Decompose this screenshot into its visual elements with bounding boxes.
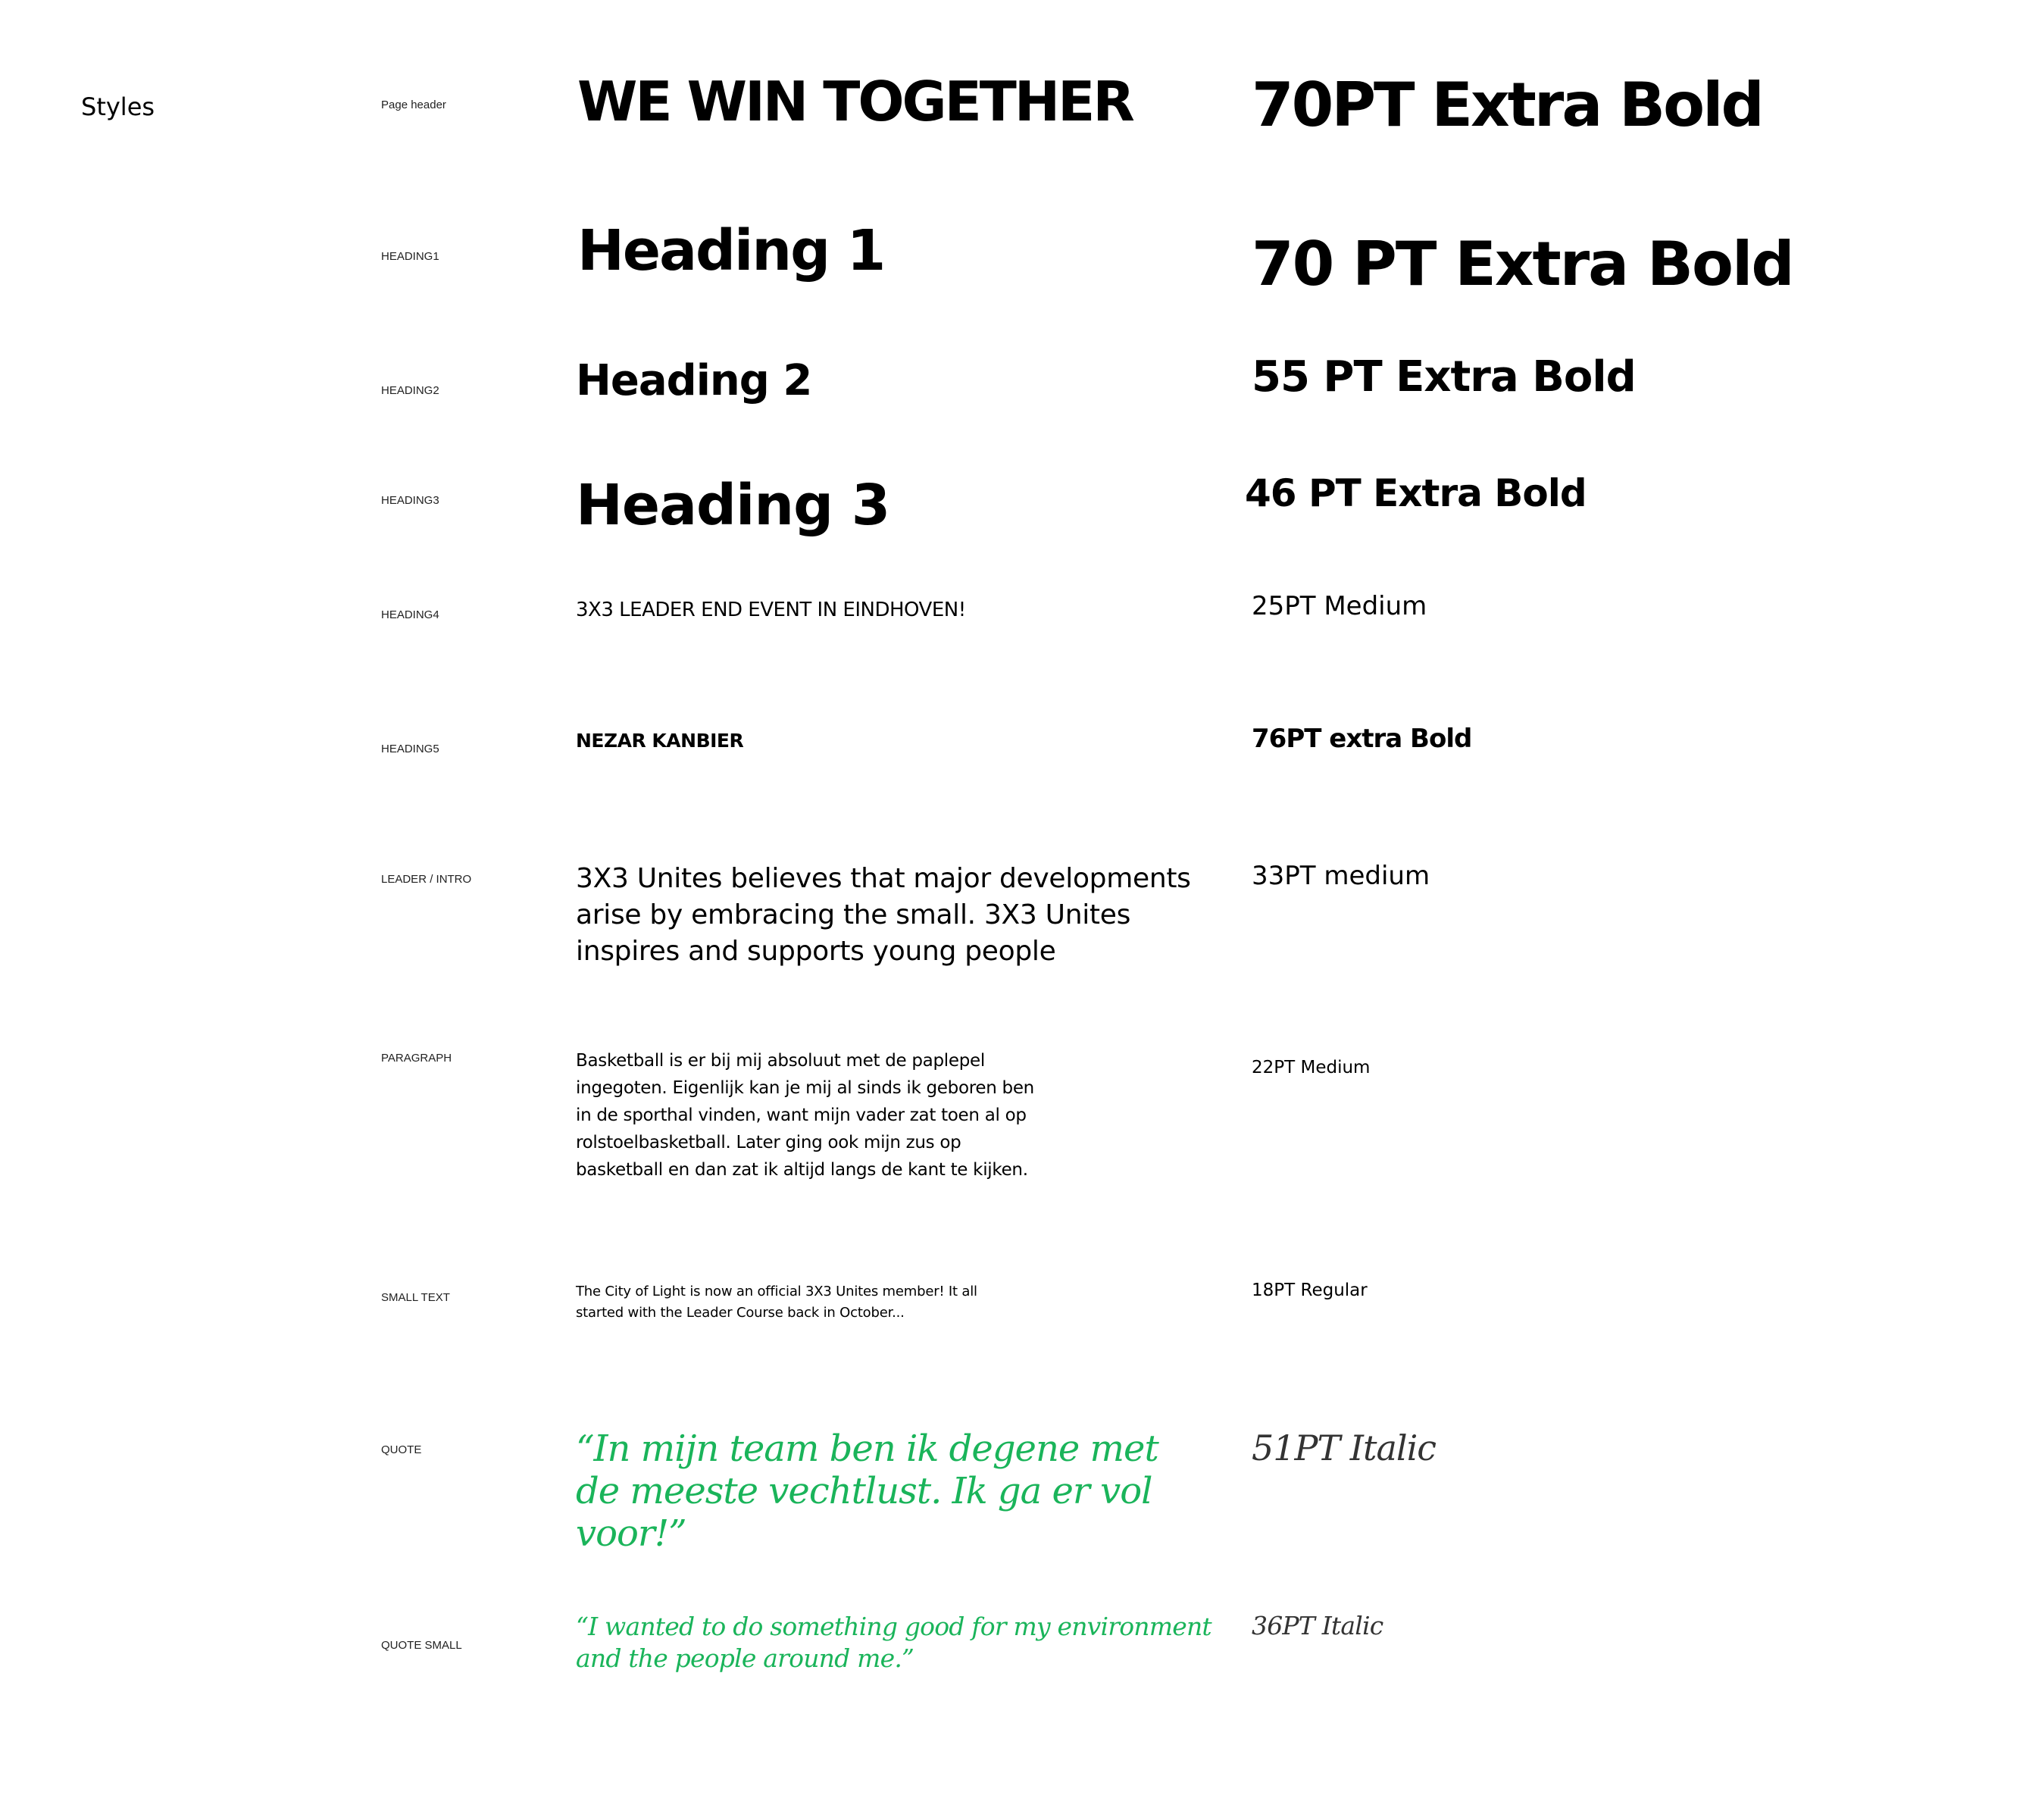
- style-label-heading5: HEADING5: [381, 743, 439, 755]
- style-spec-paragraph: 22PT Medium: [1252, 1058, 1371, 1077]
- style-sample-quote: “In mijn team ben ik degene met de meeste vechtlust. Ik ga er vol voor!”: [576, 1428, 1158, 1555]
- style-label-small-text: SMALL TEXT: [381, 1291, 450, 1304]
- style-label-heading4: HEADING4: [381, 608, 439, 621]
- style-sample-heading1: Heading 1: [577, 218, 885, 283]
- style-spec-quote: 51PT Italic: [1252, 1428, 1437, 1468]
- style-spec-heading4: 25PT Medium: [1252, 591, 1427, 621]
- style-sample-heading4: 3X3 LEADER END EVENT IN EINDHOVEN!: [576, 599, 966, 621]
- style-spec-small-text: 18PT Regular: [1252, 1281, 1368, 1300]
- style-sample-heading5: NEZAR KANBIER: [576, 730, 744, 752]
- style-label-page-header: Page header: [381, 99, 446, 111]
- style-label-heading3: HEADING3: [381, 494, 439, 507]
- style-sample-paragraph: Basketball is er bij mij absoluut met de paplepel ingegoten. Eigenlijk kan je mij al sinds ik geboren ben in de sporthal vinden, want mijn vader zat toen al op rolstoelbasketball. Later ging ook mijn zus op basketball en dan zat ik altijd langs de kant te kijken.: [576, 1051, 1034, 1180]
- style-spec-quote-small: 36PT Italic: [1252, 1611, 1383, 1640]
- style-spec-heading3: 46 PT Extra Bold: [1245, 471, 1587, 515]
- style-label-heading1: HEADING1: [381, 250, 439, 263]
- style-sample-page-header: WE WIN TOGETHER: [577, 70, 1133, 133]
- style-spec-heading2: 55 PT Extra Bold: [1252, 352, 1636, 402]
- style-sample-leader-intro: 3X3 Unites believes that major developments arise by embracing the small. 3X3 Unites inspires and supports young people: [576, 863, 1191, 967]
- style-label-paragraph: PARAGRAPH: [381, 1052, 452, 1065]
- style-spec-leader-intro: 33PT medium: [1252, 861, 1430, 891]
- style-label-quote-small: QUOTE SMALL: [381, 1639, 462, 1652]
- section-title: Styles: [81, 92, 155, 121]
- style-label-heading2: HEADING2: [381, 384, 439, 397]
- style-spec-heading5: 76PT extra Bold: [1252, 724, 1472, 754]
- style-spec-page-header: 70PT Extra Bold: [1252, 70, 1762, 140]
- style-sample-heading2: Heading 2: [576, 356, 812, 405]
- style-sample-quote-small: “I wanted to do something good for my environment and the people around me.”: [576, 1612, 1211, 1673]
- style-label-quote: QUOTE: [381, 1443, 422, 1456]
- style-sample-small-text: The City of Light is now an official 3X3 Unites member! It all started with the Leader Course back in October...: [576, 1284, 977, 1321]
- style-spec-heading1: 70 PT Extra Bold: [1252, 229, 1793, 299]
- style-sample-heading3: Heading 3: [576, 473, 890, 538]
- style-label-leader-intro: LEADER / INTRO: [381, 873, 472, 886]
